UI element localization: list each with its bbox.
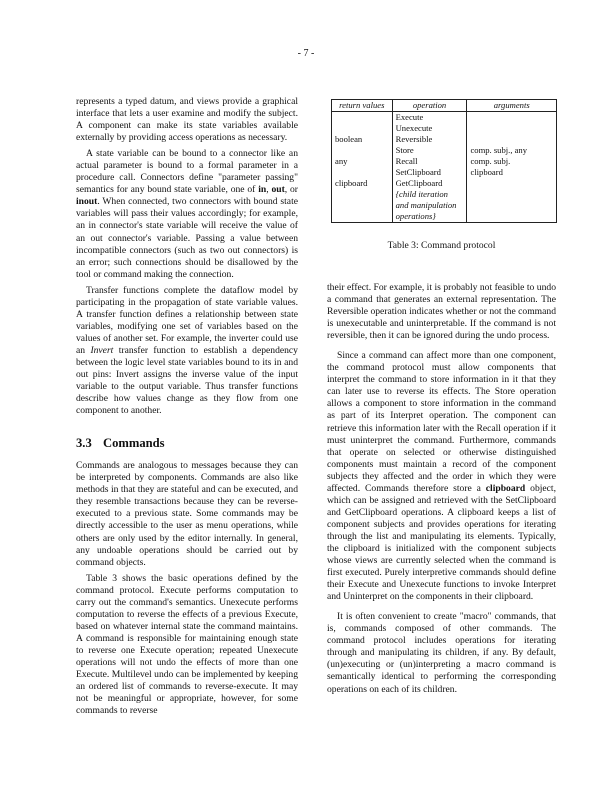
- paragraph: Table 3 shows the basic operations defined by the command protocol. Execute performs computation to carry out the command's semantics. Unexecute performs computation to reverse the effects of a previous Execute, based on whatever internal state the command maintains. A command is responsible for maintaining enough state to reverse one Execute operation; repeated Unexecute operations will not undo the effects of more than one Execute. Multilevel undo can be implemented by keeping an ordered list of commands to reverse-execute. It may not be meaningful or appropriate, however, for some commands to reverse: [76, 572, 298, 717]
- keyword-in: in: [258, 184, 267, 196]
- arguments-cell: comp. subj., any comp. subj. clipboard: [467, 112, 557, 223]
- paragraph: It is often convenient to create "macro" commands, that is, commands composed of other commands. The command protocol includes operations for iterating through and manipulating its children, if any. By default, (un)executing or (un)interpreting a macro command is semantically identical to performing the corresponding operations on each of its children.: [327, 611, 556, 695]
- paragraph: Transfer functions complete the dataflow model by participating in the propagation of state variable values. A transfer function defines a relationship between state variables, modifying one set of variables based on the values of another set. For example, the inverter could use an Invert transfer function to establish a dependency between the logic level state variables bound to its in and out pins: Invert assigns the inverse value of the input variable to the output variable. Thus transfer functions describe how values change as they flow from one component to another.: [76, 284, 298, 417]
- term-invert: Invert: [90, 344, 114, 356]
- section-heading: 3.3 Commands: [76, 436, 165, 451]
- paragraph: Commands are analogous to messages because they can be interpreted by components. Commands are also like methods in that they are stateful and can be executed, and they resemble transactions because they can be reverse-executed to a previous state. Some commands may be directly accessible to the user as menu operations, while others are only used by the editor internally. In general, any undoable operations should be carried out by command objects.: [76, 460, 298, 568]
- return-values-cell: boolean any clipboard: [332, 112, 393, 223]
- page-number: - 7 -: [297, 48, 315, 59]
- keyword-out: out: [271, 184, 285, 196]
- paragraph: Since a command can affect more than one component, the command protocol must allow components that interpret the command to store information in it that they can later use to reverse its effects. The Store operation allows a component to store information in the command as part of its Interpret operation. The component can retrieve this information later with the Recall operation if it must uninterpret the command. Furthermore, commands that operate on selected or otherwise distinguished components must maintain a record of the component subjects they affected and the order in which they were affected. Commands therefore store a clipboard object, which can be assigned and retrieved with the SetClipboard and GetClipboard operations. A clipboard keeps a list of component subjects and provides operations for iterating through the list and manipulating its elements. Typically, the clipboard is initialized with the component subjects whose views are currently selected when the command is first executed. Purely interpretive commands should define their Execute and Unexecute functions to invoke Interpret and Uninterpret on the components in their clipboard.: [327, 350, 556, 603]
- paragraph: their effect. For example, it is probably not feasible to undo a command that generates an external representation. The Reversible operation indicates whether or not the command is unexecutable and uninterpretable. If the command is not reversible, then it can be ignored during the undo process.: [327, 282, 556, 342]
- header-operation: operation: [392, 100, 467, 112]
- header-return-values: return values: [332, 100, 393, 112]
- operation-cell: Execute Unexecute Reversible Store Recall SetClipboard GetClipboard {child iteration and manipulation operations}: [392, 112, 467, 223]
- paragraph: A state variable can be bound to a connector like an actual parameter is bound to a formal parameter in a procedure call. Connectors define "parameter passing" semantics for any bound state variable, one of in, out, or inout. When connected, two connectors with bound state variables will pass their values accordingly; for example, an in connector's state variable will receive the value of an out connector's variable. Passing a value between incompatible connectors (such as two out connectors) is an error; such connections should be disallowed by the tool or command making the connection.: [76, 148, 298, 280]
- command-protocol-table: [331, 99, 557, 223]
- left-column: [76, 96, 298, 717]
- header-arguments: arguments: [467, 100, 557, 112]
- table-caption: Table 3: Command protocol: [387, 240, 496, 251]
- keyword-inout: inout: [76, 196, 98, 208]
- paragraph: represents a typed datum, and views provide a graphical interface that lets a user examine and modify the subject. A component can make its state variables available externally by providing access operations as necessary.: [76, 96, 298, 144]
- right-column: [327, 282, 556, 696]
- keyword-clipboard: clipboard: [485, 482, 526, 494]
